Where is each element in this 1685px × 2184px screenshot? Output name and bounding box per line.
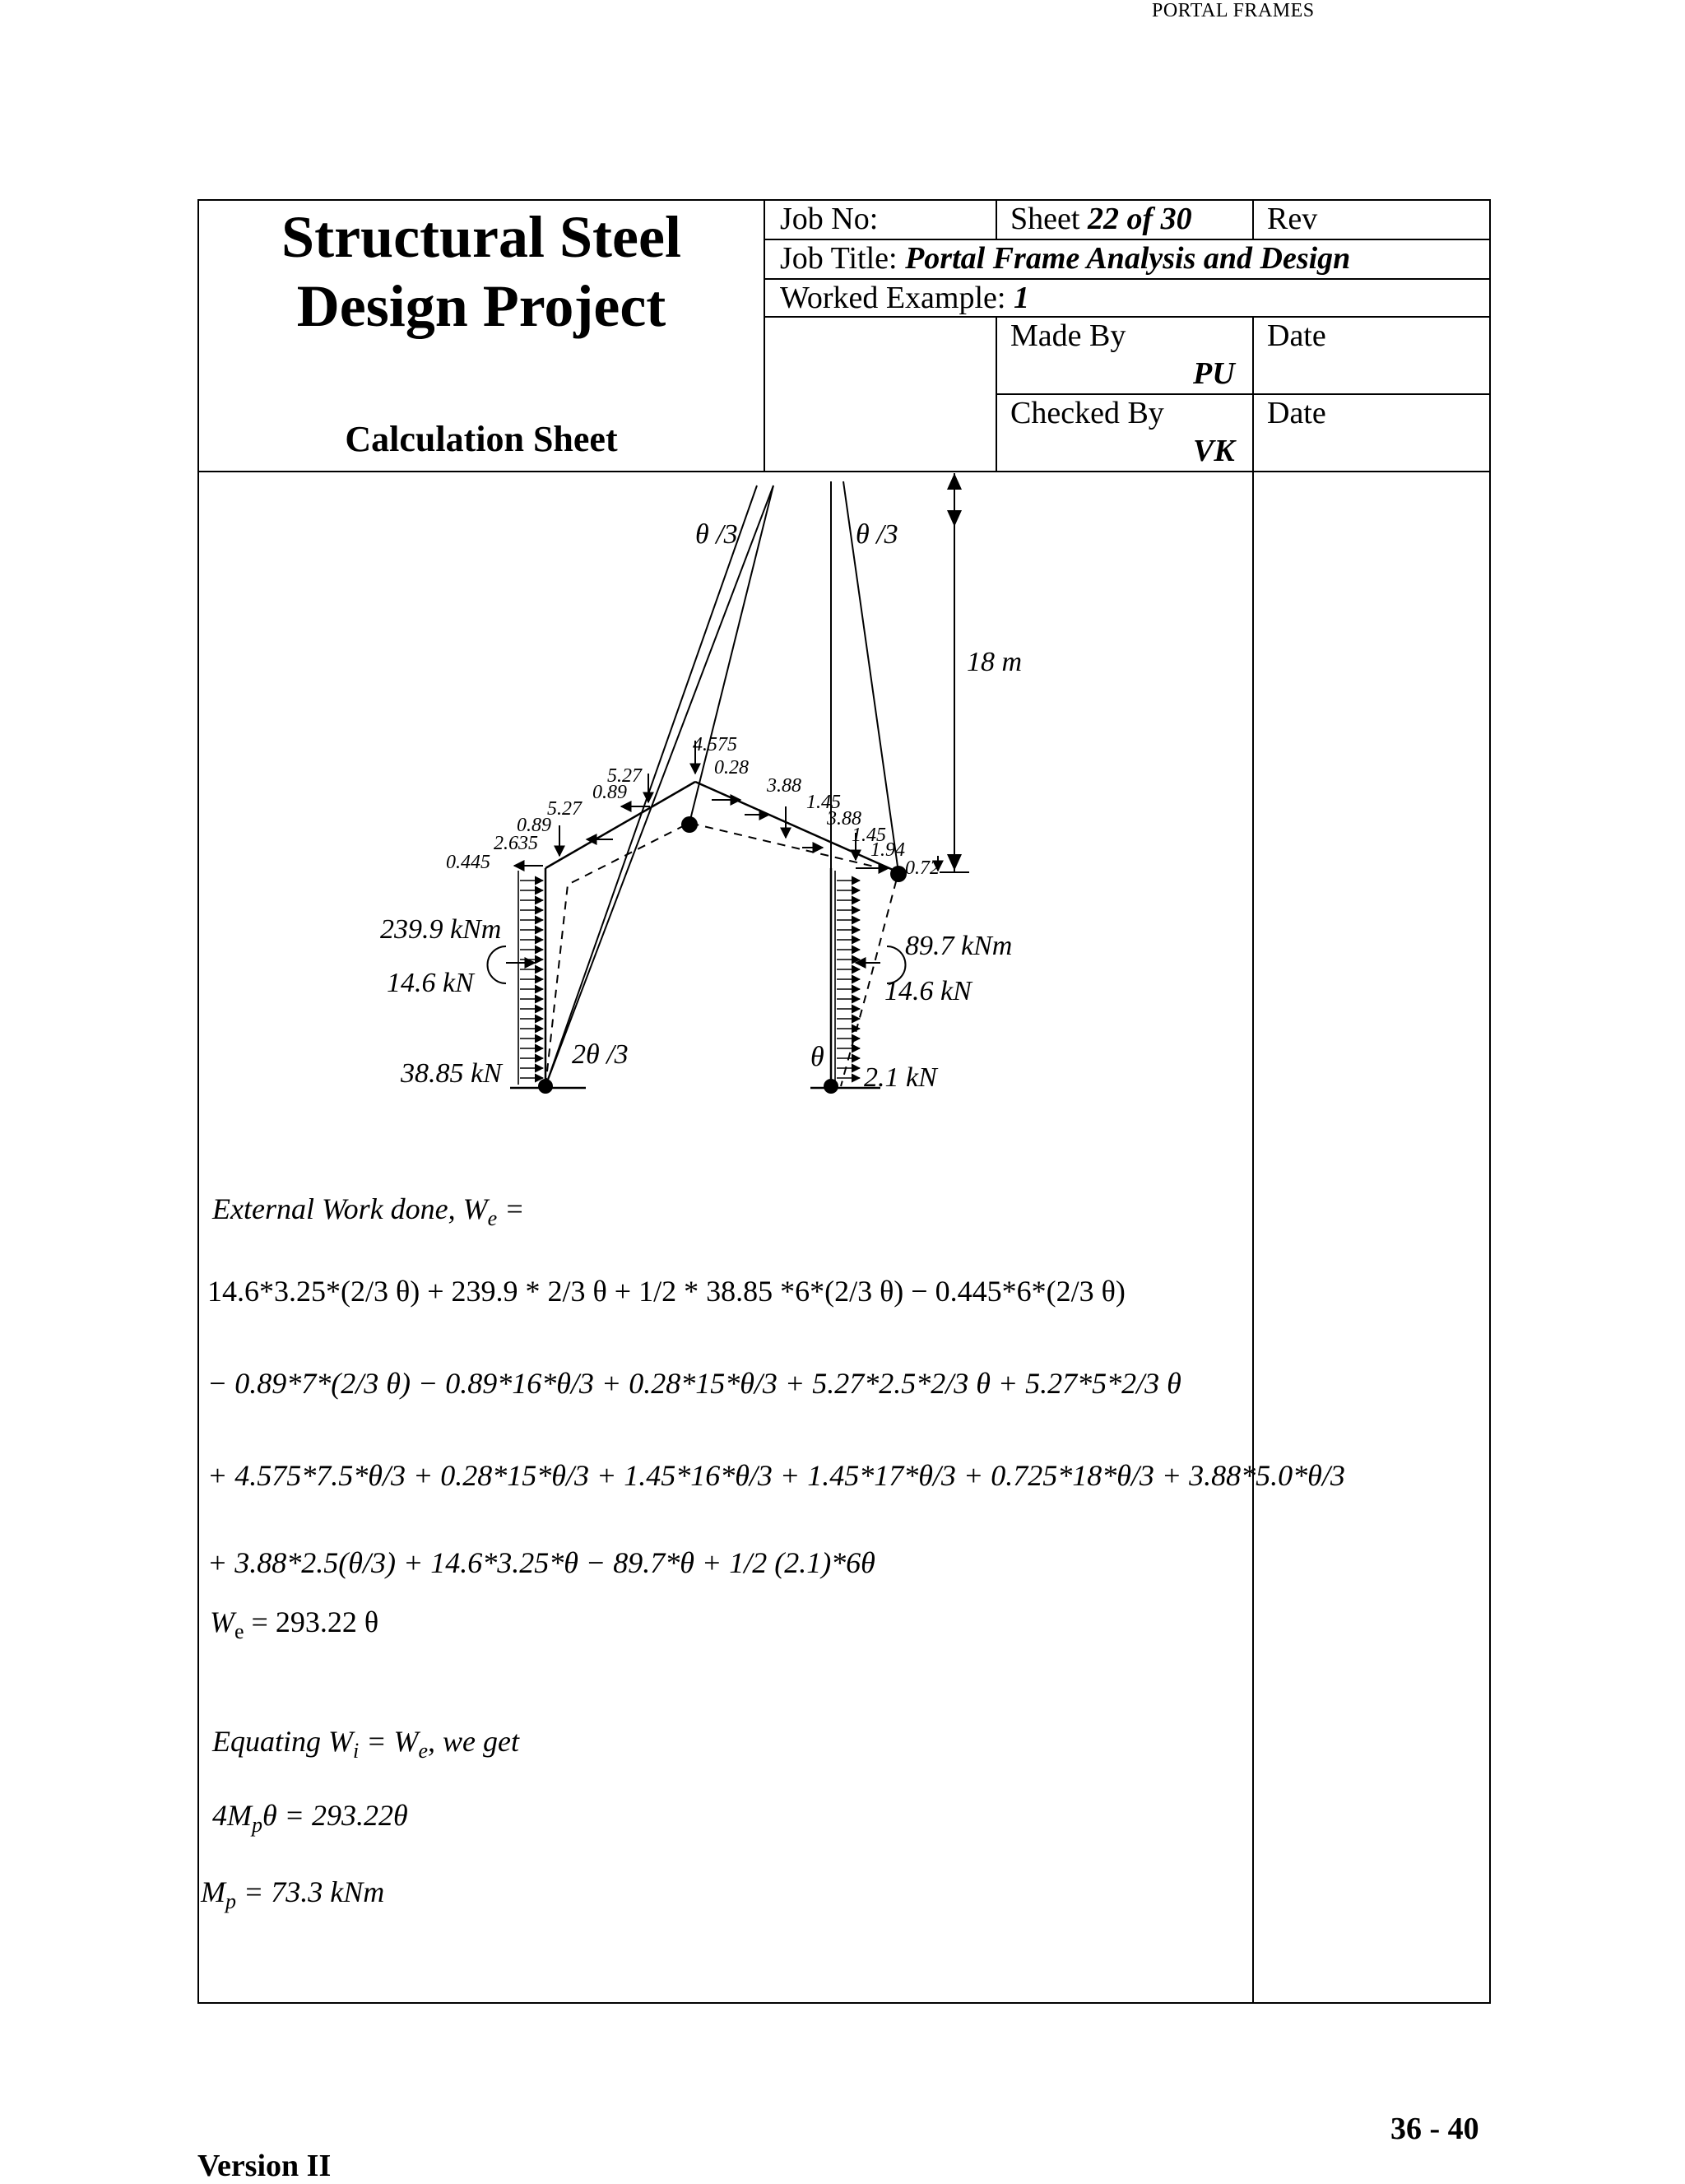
job-title-label: Job Title: bbox=[780, 241, 898, 276]
work-equation-line-3: + 4.575*7.5*θ/3 + 0.28*15*θ/3 + 1.45*16*θ/3 + 1.45*17*θ/3 + 0.725*18*θ/3 + 3.88*5.0*θ/3 bbox=[207, 1459, 1345, 1492]
load-label: 5.27 bbox=[607, 765, 642, 787]
vertical-left-label: 38.85 kN bbox=[401, 1058, 502, 1089]
rot-top-left-label: θ /3 bbox=[695, 519, 738, 550]
load-label: 0.445 bbox=[446, 852, 490, 873]
load-label: 0.89 bbox=[517, 815, 551, 836]
hinge-left-base bbox=[538, 1079, 553, 1094]
project-title-line-1: Structural Steel bbox=[281, 204, 681, 270]
work-equation-line-4: + 3.88*2.5(θ/3) + 14.6*3.25*θ − 89.7*θ + 1/2 (2.1)*6θ bbox=[207, 1546, 875, 1579]
load-label: 4.575 bbox=[693, 734, 737, 755]
running-header: PORTAL FRAMES bbox=[1152, 0, 1315, 21]
made-by-label: Made By bbox=[1010, 318, 1126, 353]
rot-top-right-label: θ /3 bbox=[856, 519, 898, 550]
load-label: 0.72 bbox=[905, 857, 940, 879]
equating-suffix: , we get bbox=[428, 1725, 520, 1758]
mp-eq-suffix: θ = 293.22θ bbox=[262, 1799, 408, 1832]
rot-bottom-left-label: 2θ /3 bbox=[572, 1039, 629, 1070]
load-label: 0.89 bbox=[592, 782, 627, 803]
date-label-1: Date bbox=[1267, 318, 1326, 353]
mp-eq-sub: p bbox=[252, 1813, 262, 1837]
hinge-right-eave bbox=[890, 866, 907, 882]
hinge-right-base bbox=[824, 1079, 838, 1094]
worked-example-value: 1 bbox=[1013, 281, 1029, 315]
calc-sheet-label: Calculation Sheet bbox=[345, 419, 618, 459]
work-equation-line-1: 14.6*3.25*(2/3 θ) + 239.9 * 2/3 θ + 1/2 * 38.85 *6*(2/3 θ) − 0.445*6*(2/3 θ) bbox=[207, 1275, 1126, 1308]
checked-by-label: Checked By bbox=[1010, 396, 1164, 430]
job-no-label: Job No: bbox=[780, 202, 879, 236]
plastic-moment-equation bbox=[212, 1798, 408, 1838]
made-by-value: PU bbox=[1193, 356, 1235, 391]
left-column-load-arrows bbox=[520, 881, 543, 1078]
equating-line bbox=[212, 1724, 519, 1763]
load-label: 1.45 bbox=[852, 825, 886, 846]
checked-by-value: VK bbox=[1193, 434, 1235, 468]
sheet-value: 22 of 30 bbox=[1087, 202, 1192, 236]
job-title-value: Portal Frame Analysis and Design bbox=[905, 241, 1351, 276]
plastic-moment-result bbox=[201, 1875, 384, 1914]
load-label: 3.88 bbox=[767, 775, 801, 797]
rot-bottom-right-label: θ bbox=[810, 1042, 824, 1072]
page-number: 36 - 40 bbox=[1390, 2112, 1479, 2146]
we-result-sub: e bbox=[234, 1619, 244, 1643]
moment-right-label: 89.7 kNm bbox=[905, 931, 1013, 961]
date-label-2: Date bbox=[1267, 396, 1326, 430]
load-label: 1.45 bbox=[806, 792, 841, 813]
equating-prefix: Equating W bbox=[212, 1725, 353, 1758]
mp-eq-prefix: 4M bbox=[212, 1799, 252, 1832]
mp-value: = 73.3 kNm bbox=[236, 1875, 385, 1908]
we-result bbox=[210, 1605, 378, 1644]
ic-line-left-inner bbox=[545, 486, 773, 1086]
external-work-sub: e bbox=[487, 1206, 498, 1230]
external-work-heading bbox=[212, 1192, 524, 1231]
worked-example-label: Worked Example: bbox=[780, 281, 1006, 315]
equating-sub-i: i bbox=[352, 1739, 360, 1763]
hinge-apex bbox=[681, 816, 698, 833]
sheet-label: Sheet bbox=[1010, 202, 1080, 236]
rev-label: Rev bbox=[1267, 202, 1318, 236]
project-title-line-2: Design Project bbox=[296, 273, 666, 339]
moment-arc-left bbox=[488, 946, 507, 983]
shear-left-label: 14.6 kN bbox=[387, 968, 474, 998]
mp-label: M bbox=[201, 1875, 225, 1908]
right-column-load-arrows bbox=[837, 881, 860, 1078]
load-label: 3.88 bbox=[827, 808, 861, 829]
vertical-right-label: 2.1 kN bbox=[864, 1062, 937, 1093]
equating-sub-e: e bbox=[418, 1739, 429, 1763]
load-label: 2.635 bbox=[494, 833, 538, 854]
work-equation-line-2: − 0.89*7*(2/3 θ) − 0.89*16*θ/3 + 0.28*15*θ/3 + 5.27*2.5*2/3 θ + 5.27*5*2/3 θ bbox=[207, 1367, 1181, 1400]
equating-mid: = W bbox=[359, 1725, 419, 1758]
moment-left-label: 239.9 kNm bbox=[380, 914, 502, 945]
we-result-value: = 293.22 θ bbox=[244, 1605, 379, 1638]
load-label: 5.27 bbox=[547, 798, 582, 820]
shear-right-label: 14.6 kN bbox=[884, 976, 972, 1006]
load-label: 0.28 bbox=[714, 757, 749, 778]
we-result-label: W bbox=[210, 1605, 234, 1638]
ic-line-left-outer bbox=[545, 486, 757, 1086]
load-label: 1.94 bbox=[870, 839, 905, 861]
mp-sub: p bbox=[225, 1889, 236, 1913]
external-work-eq: = bbox=[497, 1192, 525, 1225]
external-work-label: External Work done, W bbox=[212, 1192, 488, 1225]
version-label: Version II bbox=[197, 2149, 332, 2183]
height-dim-label: 18 m bbox=[967, 647, 1023, 677]
